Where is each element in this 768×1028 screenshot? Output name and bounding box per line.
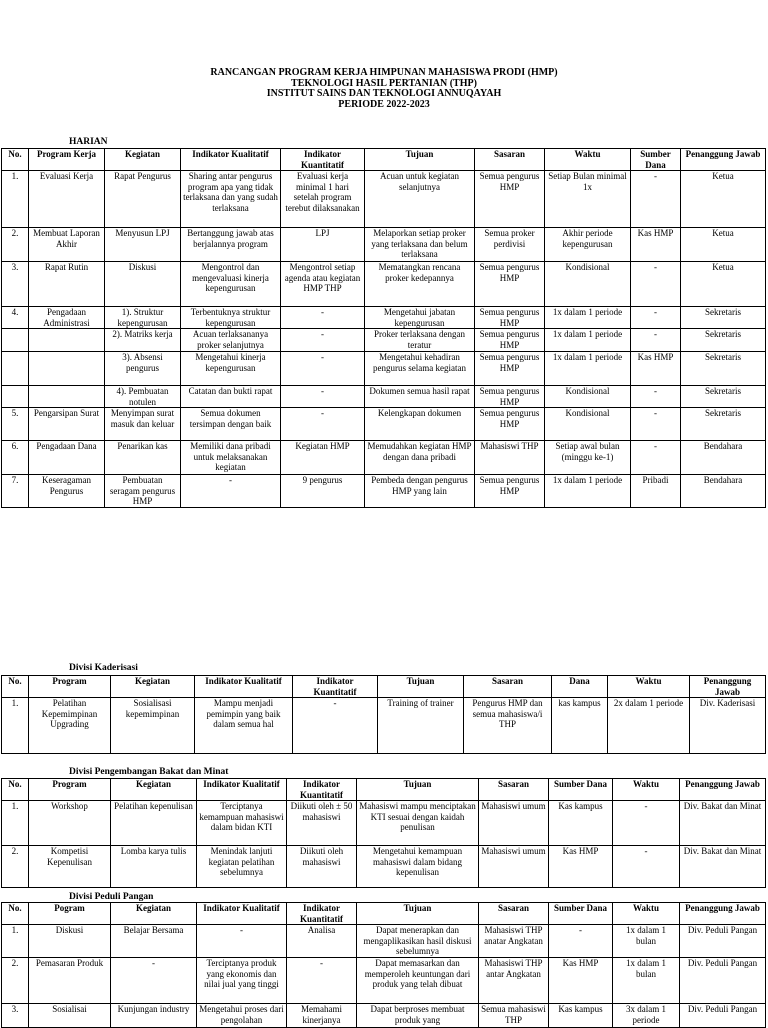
table-cell: 1. xyxy=(2,171,29,228)
title-line: INSTITUT SAINS DAN TEKNOLOGI ANNUQAYAH xyxy=(266,88,502,99)
table-cell: Kas HMP xyxy=(631,352,681,386)
table-cell: 1. xyxy=(2,925,29,958)
column-header: Penanggung Jawab xyxy=(680,779,766,801)
table-cell: Kunjungan industry xyxy=(111,1004,197,1028)
table-cell: - xyxy=(631,386,681,408)
table-cell: Kondisional xyxy=(545,262,631,307)
table-cell: Kondisional xyxy=(545,408,631,441)
table-cell: Bendahara xyxy=(681,475,766,508)
title-line: TEKNOLOGI HASIL PERTANIAN (THP) xyxy=(291,77,477,89)
table-cell: Pribadi xyxy=(631,475,681,508)
table-cell: Memiliki dana pribadi untuk melaksanakan kegiatan xyxy=(181,441,281,475)
table-cell: 1x dalam 1 periode xyxy=(545,329,631,352)
table-cell: Membuat Laporan Akhir xyxy=(29,228,105,262)
table-cell: 1x dalam 1 bulan xyxy=(613,925,680,958)
table-cell: Catatan dan bukti rapat xyxy=(181,386,281,408)
table-row xyxy=(2,801,766,846)
table-row xyxy=(2,925,766,958)
title-line: RANCANGAN PROGRAM KERJA HIMPUNAN MAHASISWA PRODI (HMP) xyxy=(210,67,558,78)
table-row xyxy=(2,386,766,408)
table-cell: Ketua xyxy=(681,171,766,228)
table-cell: Kas HMP xyxy=(631,228,681,262)
table-cell: Proker terlaksana dengan teratur xyxy=(365,329,475,352)
column-header: Indikator Kuantitatif xyxy=(281,149,365,171)
table-cell: Semua pengurus HMP xyxy=(475,262,545,307)
table-row xyxy=(2,698,766,754)
table-cell: Acuan untuk kegiatan selanjutnya xyxy=(365,171,475,228)
column-header: Kegiatan xyxy=(111,903,197,925)
table-cell: 2. xyxy=(2,846,29,888)
column-header: Sumber Dana xyxy=(631,149,681,171)
table-cell xyxy=(29,386,105,408)
table-cell: Melaporkan setiap proker yang terlaksana dan belum terlaksana xyxy=(365,228,475,262)
table-cell: Mahasiswi THP anatar Angkatan xyxy=(479,925,549,958)
column-header: Waktu xyxy=(545,149,631,171)
table-cell: 7. xyxy=(2,475,29,508)
table-cell: - xyxy=(197,925,287,958)
table-cell: Mengetahui jabatan kepengurusan xyxy=(365,307,475,329)
table-cell: Rapat Pengurus xyxy=(105,171,181,228)
table-cell: Sekretaris xyxy=(681,408,766,441)
table-cell: Sharing antar pengurus program apa yang tidak terlaksana dan yang sudah terlaksana xyxy=(181,171,281,228)
table-cell: Semua pengurus HMP xyxy=(475,408,545,441)
column-header: Indikator Kualitatif xyxy=(197,779,287,801)
table-cell: Dapat menerapkan dan mengaplikasikan hasil diskusi sebelumnya xyxy=(357,925,479,958)
table-cell: Setiap awal bulan (minggu ke-1) xyxy=(545,441,631,475)
table-cell: Setiap Bulan minimal 1x xyxy=(545,171,631,228)
table-cell: Rapat Rutin xyxy=(29,262,105,307)
table-cell: Mahasiswi umum xyxy=(479,801,549,846)
table-cell: Mahasiswi THP xyxy=(475,441,545,475)
table-cell: Mahasiswi mampu menciptakan KTI sesuai dengan kaidah penulisan xyxy=(357,801,479,846)
table-row xyxy=(2,171,766,228)
table-cell: 2x dalam 1 periode xyxy=(608,698,690,754)
table-cell: 4). Pembuatan notulen xyxy=(105,386,181,408)
table-cell: Semua proker perdivisi xyxy=(475,228,545,262)
table-cell: 5. xyxy=(2,408,29,441)
table-row xyxy=(2,262,766,307)
table-cell: Evaluasi kerja minimal 1 hari setelah program terebut dilaksanakan xyxy=(281,171,365,228)
column-header: Dana xyxy=(552,676,608,698)
table-cell: 2). Matriks kerja xyxy=(105,329,181,352)
table-cell: - xyxy=(631,408,681,441)
table-cell: Sosialisasi kepemimpinan xyxy=(111,698,195,754)
header-row xyxy=(2,676,766,698)
table-cell: Mengontrol setiap agenda atau kegiatan HMP THP xyxy=(281,262,365,307)
table-cell: 1x dalam 1 periode xyxy=(545,475,631,508)
table-cell: Diskusi xyxy=(29,925,111,958)
table-cell: Kas HMP xyxy=(549,958,613,1004)
column-header: Penanggung Jawab xyxy=(680,903,766,925)
column-header: Indikator Kuantitatif xyxy=(293,676,378,698)
column-header: Sumber Dana xyxy=(549,779,613,801)
table-cell xyxy=(2,352,29,386)
table-row xyxy=(2,228,766,262)
table-cell: - xyxy=(281,329,365,352)
column-header: Sasaran xyxy=(475,149,545,171)
table-cell: Semua pengurus HMP xyxy=(475,307,545,329)
section-label-kaderisasi: Divisi Kaderisasi xyxy=(69,663,138,673)
table-cell: Sekretaris xyxy=(681,352,766,386)
table-cell: Dokumen semua hasil rapat xyxy=(365,386,475,408)
table-cell: - xyxy=(293,698,378,754)
table-cell: Mahasiswi THP antar Angkatan xyxy=(479,958,549,1004)
column-header: Kegiatan xyxy=(111,779,197,801)
table-cell: Pembeda dengan pengurus HMP yang lain xyxy=(365,475,475,508)
table-bakat-minat xyxy=(1,778,766,888)
column-header: Indikator Kuantitatif xyxy=(287,779,357,801)
table-cell: Kas HMP xyxy=(549,846,613,888)
column-header: Waktu xyxy=(613,903,680,925)
table-cell: Semua dokumen tersimpan dengan baik xyxy=(181,408,281,441)
column-header: Indikator Kualitatif xyxy=(181,149,281,171)
table-cell: 3. xyxy=(2,262,29,307)
table-cell: Workshop xyxy=(29,801,111,846)
table-cell: LPJ xyxy=(281,228,365,262)
table-cell: 2. xyxy=(2,958,29,1004)
table-cell: Sekretaris xyxy=(681,307,766,329)
table-cell xyxy=(29,352,105,386)
table-cell: Belajar Bersama xyxy=(111,925,197,958)
table-cell: - xyxy=(631,262,681,307)
table-cell: Keseragaman Pengurus xyxy=(29,475,105,508)
table-cell: 1). Struktur kepengurusan xyxy=(105,307,181,329)
column-header: No. xyxy=(2,149,29,171)
column-header: Indikator Kualitatif xyxy=(195,676,293,698)
table-cell: 2. xyxy=(2,228,29,262)
table-cell: Kompetisi Kepenulisan xyxy=(29,846,111,888)
column-header: No. xyxy=(2,903,29,925)
table-cell: - xyxy=(281,352,365,386)
table-cell: - xyxy=(181,475,281,508)
table-row xyxy=(2,329,766,352)
table-cell: - xyxy=(281,307,365,329)
table-cell: Akhir periode kepengurusan xyxy=(545,228,631,262)
table-peduli-pangan xyxy=(1,902,766,1028)
column-header: Waktu xyxy=(608,676,690,698)
table-cell: - xyxy=(111,958,197,1004)
document-title xyxy=(0,68,768,110)
table-cell: Menyusun LPJ xyxy=(105,228,181,262)
section-label-peduli-pangan: Divisi Peduli Pangan xyxy=(69,892,154,902)
column-header: Tujuan xyxy=(357,779,479,801)
table-cell: 6. xyxy=(2,441,29,475)
table-cell: Semua pengurus HMP xyxy=(475,171,545,228)
column-header: Kegiatan xyxy=(105,149,181,171)
table-row xyxy=(2,307,766,329)
table-cell: Lomba karya tulis xyxy=(111,846,197,888)
section-label-bakat-minat: Divisi Pengembangan Bakat dan Minat xyxy=(69,767,229,777)
table-cell: Mengetahui kinerja kepengurusan xyxy=(181,352,281,386)
table-cell: 3x dalam 1 periode xyxy=(613,1004,680,1028)
table-cell: Mahasiswi umum xyxy=(479,846,549,888)
column-header: Tujuan xyxy=(365,149,475,171)
column-header: Penanggung Jawab xyxy=(690,676,766,698)
header-row xyxy=(2,903,766,925)
table-cell: Mengetahui proses dari pengolahan xyxy=(197,1004,287,1028)
table-cell: Kas kampus xyxy=(549,801,613,846)
table-cell: Semua pengurus HMP xyxy=(475,475,545,508)
column-header: Program Kerja xyxy=(29,149,105,171)
table-row xyxy=(2,441,766,475)
table-cell xyxy=(2,329,29,352)
table-cell: Sekretaris xyxy=(681,329,766,352)
table-cell: Ketua xyxy=(681,262,766,307)
column-header: Sasaran xyxy=(464,676,552,698)
table-cell: Kegiatan HMP xyxy=(281,441,365,475)
table-cell: Pengarsipan Surat xyxy=(29,408,105,441)
table-cell: 1x dalam 1 periode xyxy=(545,307,631,329)
table-cell: Ketua xyxy=(681,228,766,262)
table-cell: Dapat berproses membuat produk yang xyxy=(357,1004,479,1028)
column-header: Program xyxy=(29,779,111,801)
table-cell: Pengadaan Dana xyxy=(29,441,105,475)
table-cell: Training of trainer xyxy=(378,698,464,754)
table-cell: Bertanggung jawab atas berjalannya program xyxy=(181,228,281,262)
column-header: Kegiatan xyxy=(111,676,195,698)
table-cell: - xyxy=(613,801,680,846)
column-header: Tujuan xyxy=(378,676,464,698)
table-row xyxy=(2,846,766,888)
column-header: Indikator Kuantitatif xyxy=(287,903,357,925)
table-cell: Pelatihan Kepemimpinan Upgrading xyxy=(29,698,111,754)
table-cell: Diskusi xyxy=(105,262,181,307)
table-cell: Menyimpan surat masuk dan keluar xyxy=(105,408,181,441)
table-cell: Evaluasi Kerja xyxy=(29,171,105,228)
table-harian xyxy=(1,148,766,508)
table-cell: 4. xyxy=(2,307,29,329)
column-header: Waktu xyxy=(613,779,680,801)
table-cell: Terbentuknya struktur kepengurusan xyxy=(181,307,281,329)
table-cell: 9 pengurus xyxy=(281,475,365,508)
table-cell: Bendahara xyxy=(681,441,766,475)
column-header: Tujuan xyxy=(357,903,479,925)
table-cell: Menindak lanjuti kegiatan pelatihan sebelumnya xyxy=(197,846,287,888)
column-header: Sasaran xyxy=(479,779,549,801)
table-cell: 3). Absensi pengurus xyxy=(105,352,181,386)
table-cell: Semua pengurus HMP xyxy=(475,352,545,386)
table-cell: Mengontrol dan mengevaluasi kinerja kepengurusan xyxy=(181,262,281,307)
table-cell: Diikuti oleh ± 50 mahasiswi xyxy=(287,801,357,846)
table-cell: - xyxy=(281,386,365,408)
column-header: Penanggung Jawab xyxy=(681,149,766,171)
table-cell: - xyxy=(287,958,357,1004)
column-header: No. xyxy=(2,676,29,698)
table-cell: Pelatihan kepenulisan xyxy=(111,801,197,846)
table-cell: Pemasaran Produk xyxy=(29,958,111,1004)
table-row xyxy=(2,475,766,508)
table-cell xyxy=(29,329,105,352)
table-cell: Semua pengurus HMP xyxy=(475,386,545,408)
table-cell: Mengetahui kehadiran pengurus selama kegiatan xyxy=(365,352,475,386)
table-cell: Mengetahui kemampuan mahasiswi dalam bidang kepenulisan xyxy=(357,846,479,888)
table-cell: Mematangkan rencana proker kedepannya xyxy=(365,262,475,307)
table-cell: - xyxy=(281,408,365,441)
table-cell: - xyxy=(613,846,680,888)
table-cell: Semua mahasiswi THP xyxy=(479,1004,549,1028)
table-cell: Diikuti oleh mahasiswi xyxy=(287,846,357,888)
column-header: Sumber Dana xyxy=(549,903,613,925)
table-cell: 1x dalam 1 periode xyxy=(545,352,631,386)
table-cell: Mampu menjadi pemimpin yang baik dalam semua hal xyxy=(195,698,293,754)
table-cell: 1x dalam 1 bulan xyxy=(613,958,680,1004)
table-cell: Kondisional xyxy=(545,386,631,408)
column-header: No. xyxy=(2,779,29,801)
table-cell: Div. Peduli Pangan xyxy=(680,925,766,958)
table-cell: Pengurus HMP dan semua mahasiswa/i THP xyxy=(464,698,552,754)
table-cell: Memudahkan kegiatan HMP dengan dana pribadi xyxy=(365,441,475,475)
header-row xyxy=(2,149,766,171)
column-header: Program xyxy=(29,676,111,698)
table-cell: Div. Peduli Pangan xyxy=(680,1004,766,1028)
table-cell: Sosialisai xyxy=(29,1004,111,1028)
table-cell: Memahami kinerjanya xyxy=(287,1004,357,1028)
table-cell: Terciptanya kemampuan mahasiswi dalam bidan KTI xyxy=(197,801,287,846)
table-cell: 1. xyxy=(2,801,29,846)
title-line: PERIODE 2022-2023 xyxy=(338,98,430,110)
table-cell: Dapat memasarkan dan memperoleh keuntungan dari produk yang telah dibuat xyxy=(357,958,479,1004)
table-cell: - xyxy=(631,441,681,475)
table-cell: 1. xyxy=(2,698,29,754)
header-row xyxy=(2,779,766,801)
table-cell: Kelengkapan dokumen xyxy=(365,408,475,441)
column-header: Sasaran xyxy=(479,903,549,925)
table-cell: Div. Kaderisasi xyxy=(690,698,766,754)
column-header: Indikator Kualitatif xyxy=(197,903,287,925)
table-cell xyxy=(2,386,29,408)
table-cell: Pengadaan Administrasi xyxy=(29,307,105,329)
column-header: Pogram xyxy=(29,903,111,925)
section-label-harian: HARIAN xyxy=(69,137,108,147)
table-cell: - xyxy=(631,307,681,329)
table-cell: - xyxy=(549,925,613,958)
table-cell: - xyxy=(631,329,681,352)
table-cell: Penarikan kas xyxy=(105,441,181,475)
table-row xyxy=(2,408,766,441)
table-kaderisasi xyxy=(1,675,766,754)
table-row xyxy=(2,352,766,386)
table-cell: - xyxy=(631,171,681,228)
table-cell: 3. xyxy=(2,1004,29,1028)
table-cell: Div. Bakat dan Minat xyxy=(680,846,766,888)
table-row xyxy=(2,958,766,1004)
table-cell: Semua pengurus HMP xyxy=(475,329,545,352)
table-cell: Acuan terlaksananya proker selanjutnya xyxy=(181,329,281,352)
table-cell: Terciptanya produk yang ekonomis dan nilai jual yang tinggi xyxy=(197,958,287,1004)
table-cell: Div. Bakat dan Minat xyxy=(680,801,766,846)
table-cell: kas kampus xyxy=(552,698,608,754)
table-cell: Div. Peduli Pangan xyxy=(680,958,766,1004)
table-cell: Analisa xyxy=(287,925,357,958)
table-cell: Sekretaris xyxy=(681,386,766,408)
table-cell: Pembuatan seragam pengurus HMP xyxy=(105,475,181,508)
table-cell: Kas kampus xyxy=(549,1004,613,1028)
